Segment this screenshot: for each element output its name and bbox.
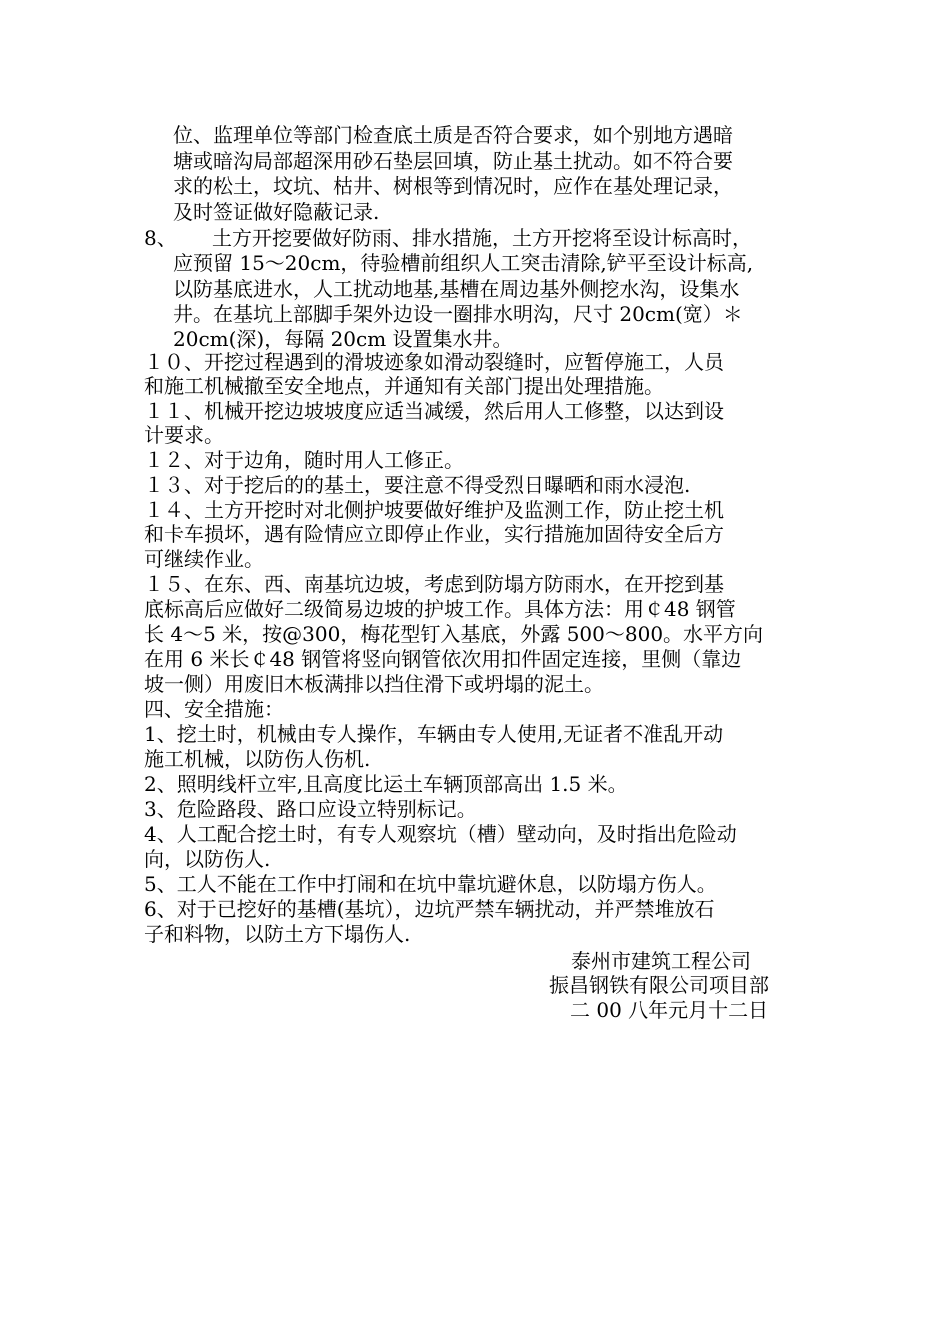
text-line: 施工机械，以防伤人伤机. [144,747,371,771]
item-number: 8、 [144,226,177,250]
text-line: 坡一侧）用废旧木板满排以挡住滑下或坍塌的泥土。 [144,672,604,696]
text-line: 应预留 15～20cm，待验槽前组织人工突击清除,铲平至设计标高, [173,251,754,275]
text-line: 及时签证做好隐蔽记录. [173,200,380,224]
section-heading: 四、安全措施： [144,697,284,721]
text-line: 子和料物，以防土方下塌伤人. [144,922,411,946]
text-line: 以防基底进水，人工扰动地基,基槽在周边基外侧挖水沟，设集水 [173,277,740,301]
text-line: １３、对于挖后的的基土，要注意不得受烈日曝晒和雨水浸泡. [144,473,691,497]
text-line: 向，以防伤人. [144,847,271,871]
text-line: １２、对于边角，随时用人工修正。 [144,448,464,472]
text-line: 可继续作业。 [144,547,264,571]
signature-company: 泰州市建筑工程公司 [571,949,751,973]
text-line: １０、开挖过程遇到的滑坡迹象如滑动裂缝时，应暂停施工，人员 [144,350,724,374]
text-line: 4、人工配合挖土时，有专人观察坑（槽）壁动向，及时指出危险动 [144,822,737,846]
text-line: 和施工机械撤至安全地点，并通知有关部门提出处理措施。 [144,374,664,398]
signature-date: 二 00 八年元月十二日 [570,998,769,1022]
text-line: 井。在基坑上部脚手架外边设一圈排水明沟，尺寸 20cm(宽）＊ [173,302,743,326]
text-line: 和卡车损坏，遇有险情应立即停止作业，实行措施加固待安全后方 [144,522,724,546]
text-line: １１、机械开挖边坡坡度应适当减缓，然后用人工修整，以达到设 [144,399,724,423]
text-line: 塘或暗沟局部超深用砂石垫层回填，防止基土扰动。如不符合要 [173,149,733,173]
text-line: 长 4～5 米，按@300，梅花型钉入基底，外露 500～800。水平方向 [144,622,764,646]
text-line: 3、危险路段、路口应设立特别标记。 [144,797,477,821]
text-line: 求的松土，坟坑、枯井、树根等到情况时，应作在基处理记录， [173,174,733,198]
text-line: 土方开挖要做好防雨、排水措施，土方开挖将至设计标高时， [212,226,752,250]
text-line: 1、挖土时，机械由专人操作，车辆由专人使用,无证者不准乱开动 [144,722,724,746]
text-line: 底标高后应做好二级简易边坡的护坡工作。具体方法：用￠48 钢管 [144,597,736,621]
text-line: 位、监理单位等部门检查底土质是否符合要求，如个别地方遇暗 [173,123,733,147]
text-line: 6、对于已挖好的基槽(基坑），边坑严禁车辆扰动，并严禁堆放石 [144,897,715,921]
text-line: １５、在东、西、南基坑边坡，考虑到防塌方防雨水，在开挖到基 [144,572,724,596]
text-line: 2、照明线杆立牢,且高度比运土车辆顶部高出 1.5 米。 [144,772,628,796]
text-line: 在用 6 米长￠48 钢管将竖向钢管依次用扣件固定连接，里侧（靠边 [144,647,742,671]
text-line: 计要求。 [144,423,224,447]
text-line: １４、土方开挖时对北侧护坡要做好维护及监测工作，防止挖土机 [144,498,724,522]
signature-project: 振昌钢铁有限公司项目部 [549,973,769,997]
text-line: 20cm(深)，每隔 20cm 设置集水井。 [173,327,513,351]
text-line: 5、工人不能在工作中打闹和在坑中靠坑避休息，以防塌方伤人。 [144,872,717,896]
